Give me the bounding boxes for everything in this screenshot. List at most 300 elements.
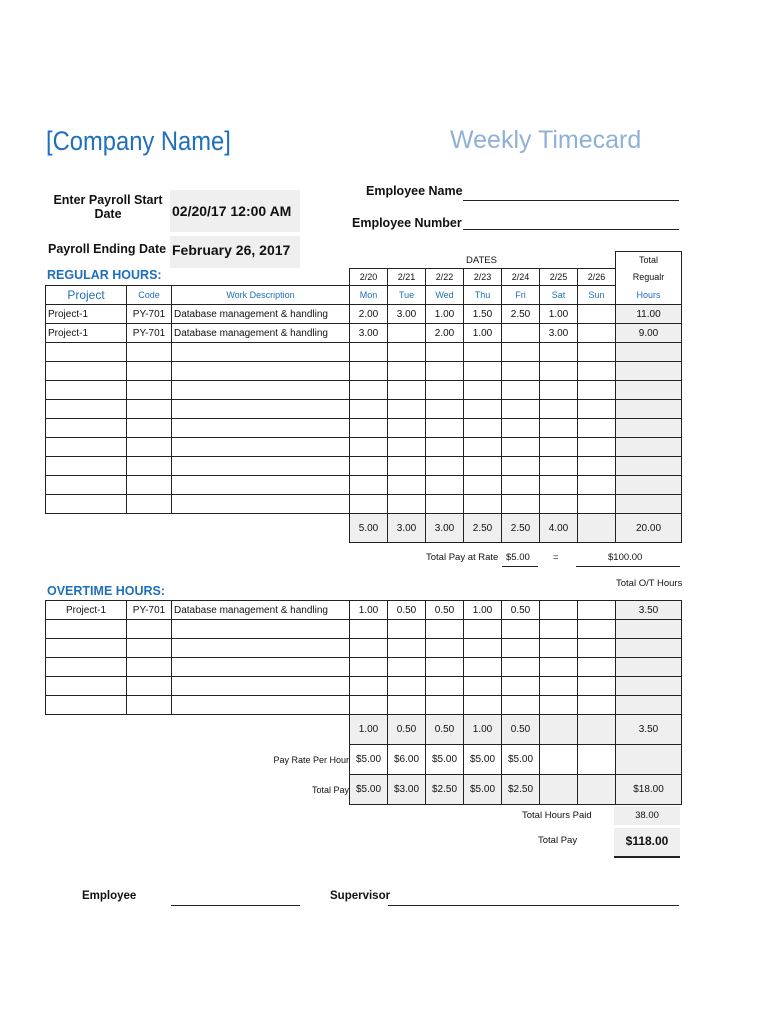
- supervisor-signature-line[interactable]: [388, 905, 679, 906]
- hours-cell[interactable]: [502, 362, 540, 381]
- project-cell[interactable]: [46, 457, 127, 476]
- hours-cell[interactable]: [350, 438, 388, 457]
- project-cell[interactable]: [46, 639, 127, 658]
- total-header-bottom: Hours: [616, 286, 682, 305]
- hours-cell[interactable]: [578, 639, 616, 658]
- supervisor-signature-label: Supervisor: [330, 890, 391, 902]
- date-header: 2/20: [350, 269, 388, 286]
- project-cell[interactable]: Project-1: [46, 324, 127, 343]
- hours-cell[interactable]: [578, 305, 616, 324]
- date-header: 2/22: [426, 269, 464, 286]
- ot-day-total-cell: [540, 715, 578, 745]
- code-cell[interactable]: [127, 400, 172, 419]
- project-cell[interactable]: [46, 400, 127, 419]
- ot-pay-cell: $2.50: [426, 775, 464, 805]
- ot-day-total-cell: [578, 715, 616, 745]
- hours-cell[interactable]: 0.50: [388, 601, 426, 620]
- hours-cell[interactable]: [540, 495, 578, 514]
- project-cell[interactable]: [46, 696, 127, 715]
- hours-cell[interactable]: [578, 324, 616, 343]
- hours-cell[interactable]: [540, 343, 578, 362]
- row-total-cell: [616, 381, 682, 400]
- project-cell[interactable]: Project-1: [46, 601, 127, 620]
- hours-cell[interactable]: [540, 696, 578, 715]
- table-row: [46, 658, 682, 677]
- hours-cell[interactable]: [464, 677, 502, 696]
- row-total-cell: [616, 658, 682, 677]
- hours-cell[interactable]: [502, 495, 540, 514]
- day-total-cell: 4.00: [540, 514, 578, 543]
- hours-cell[interactable]: [388, 419, 426, 438]
- hours-cell[interactable]: [502, 457, 540, 476]
- spacer-cell: [172, 252, 350, 269]
- row-total-cell: [616, 400, 682, 419]
- pay-rate-cell[interactable]: $5.00: [426, 745, 464, 775]
- hours-cell[interactable]: [388, 457, 426, 476]
- hours-cell[interactable]: [388, 438, 426, 457]
- date-header: 2/26: [578, 269, 616, 286]
- hours-cell[interactable]: 2.50: [502, 305, 540, 324]
- ot-totals-row: [46, 715, 682, 745]
- code-cell[interactable]: [127, 658, 172, 677]
- spacer-cell: [127, 775, 172, 805]
- project-cell[interactable]: [46, 381, 127, 400]
- table-row: [46, 639, 682, 658]
- hours-cell[interactable]: [426, 400, 464, 419]
- code-cell[interactable]: [127, 438, 172, 457]
- hours-cell[interactable]: [502, 620, 540, 639]
- hours-cell[interactable]: [426, 495, 464, 514]
- table-row: [46, 438, 682, 457]
- hours-cell[interactable]: [350, 362, 388, 381]
- project-cell[interactable]: [46, 476, 127, 495]
- day-header: Mon: [350, 286, 388, 305]
- document-title: Weekly Timecard: [450, 126, 642, 154]
- hours-cell[interactable]: [388, 476, 426, 495]
- hours-cell[interactable]: [578, 696, 616, 715]
- table-row: [46, 696, 682, 715]
- row-total-cell: [616, 457, 682, 476]
- spacer-cell: [350, 252, 388, 269]
- column-header-row: [46, 286, 682, 305]
- pay-rate-cell[interactable]: $5.00: [464, 745, 502, 775]
- hours-cell[interactable]: [540, 677, 578, 696]
- hours-cell[interactable]: [540, 362, 578, 381]
- description-cell[interactable]: [172, 381, 350, 400]
- hours-cell[interactable]: [426, 639, 464, 658]
- column-header-code: Code: [127, 286, 172, 305]
- row-total-cell: [616, 620, 682, 639]
- spacer-cell: [46, 269, 127, 286]
- ot-day-total-cell: 0.50: [426, 715, 464, 745]
- hours-cell[interactable]: 3.00: [350, 324, 388, 343]
- employee-name-line[interactable]: [463, 200, 679, 201]
- ot-day-total-cell: 0.50: [388, 715, 426, 745]
- hours-cell[interactable]: [540, 419, 578, 438]
- hours-cell[interactable]: [388, 696, 426, 715]
- row-total-cell: [616, 677, 682, 696]
- hours-cell[interactable]: [464, 696, 502, 715]
- project-cell[interactable]: [46, 495, 127, 514]
- total-ot-hours-label: Total O/T Hours: [616, 578, 683, 589]
- table-row: [46, 343, 682, 362]
- hours-cell[interactable]: [350, 419, 388, 438]
- hours-cell[interactable]: [350, 620, 388, 639]
- hours-cell[interactable]: 3.00: [540, 324, 578, 343]
- hours-cell[interactable]: [350, 400, 388, 419]
- row-total-cell: [616, 438, 682, 457]
- code-cell[interactable]: PY-701: [127, 305, 172, 324]
- overtime-hours-label: OVERTIME HOURS:: [47, 584, 166, 598]
- hours-cell[interactable]: [464, 400, 502, 419]
- hours-cell[interactable]: [350, 476, 388, 495]
- project-cell[interactable]: [46, 362, 127, 381]
- hours-cell[interactable]: [578, 362, 616, 381]
- row-total-cell: 3.50: [616, 601, 682, 620]
- description-cell[interactable]: [172, 620, 350, 639]
- hours-cell[interactable]: [578, 620, 616, 639]
- description-cell[interactable]: Database management & handling: [172, 305, 350, 324]
- day-header: Fri: [502, 286, 540, 305]
- hours-cell[interactable]: [578, 495, 616, 514]
- pay-rate-cell[interactable]: $5.00: [502, 745, 540, 775]
- hours-cell[interactable]: [464, 381, 502, 400]
- table-row: [46, 457, 682, 476]
- description-cell[interactable]: [172, 476, 350, 495]
- code-cell[interactable]: [127, 343, 172, 362]
- hours-cell[interactable]: [502, 381, 540, 400]
- description-cell[interactable]: [172, 658, 350, 677]
- spacer-cell: [127, 252, 172, 269]
- hours-cell[interactable]: [350, 457, 388, 476]
- table-row: [46, 677, 682, 696]
- description-cell[interactable]: Database management & handling: [172, 601, 350, 620]
- hours-cell[interactable]: [388, 324, 426, 343]
- hours-cell[interactable]: [350, 343, 388, 362]
- table-row: [46, 495, 682, 514]
- spacer-cell: [172, 514, 350, 543]
- hours-cell[interactable]: [464, 362, 502, 381]
- pay-rate-row: [46, 745, 682, 775]
- hours-cell[interactable]: [426, 362, 464, 381]
- hours-cell[interactable]: [426, 476, 464, 495]
- code-cell[interactable]: [127, 457, 172, 476]
- column-header-description: Work Description: [172, 286, 350, 305]
- hours-cell[interactable]: [540, 658, 578, 677]
- hours-cell[interactable]: 3.00: [388, 305, 426, 324]
- hours-cell[interactable]: [350, 381, 388, 400]
- pay-rate-cell[interactable]: $5.00: [350, 745, 388, 775]
- ot-day-total-cell: 1.00: [464, 715, 502, 745]
- ot-day-total-cell: 0.50: [502, 715, 540, 745]
- project-cell[interactable]: Project-1: [46, 305, 127, 324]
- hours-cell[interactable]: 1.00: [426, 305, 464, 324]
- employee-name-label: Employee Name: [366, 184, 463, 198]
- hours-cell[interactable]: [426, 696, 464, 715]
- ot-day-total-cell: 1.00: [350, 715, 388, 745]
- hours-cell[interactable]: [578, 677, 616, 696]
- description-cell[interactable]: [172, 495, 350, 514]
- project-cell[interactable]: [46, 677, 127, 696]
- hours-cell[interactable]: [464, 419, 502, 438]
- regular-hours-table: [45, 251, 682, 543]
- payroll-start-cell[interactable]: [170, 190, 300, 232]
- date-header: 2/23: [464, 269, 502, 286]
- employee-signature-label: Employee: [82, 890, 137, 902]
- spacer-cell: [172, 715, 350, 745]
- spacer-cell: [464, 252, 502, 269]
- hours-cell[interactable]: [502, 476, 540, 495]
- ot-pay-cell: $2.50: [502, 775, 540, 805]
- pay-at-rate-label: Total Pay at Rate: [426, 552, 499, 563]
- description-cell[interactable]: [172, 343, 350, 362]
- hours-cell[interactable]: [502, 343, 540, 362]
- code-cell[interactable]: [127, 696, 172, 715]
- hours-cell[interactable]: [350, 495, 388, 514]
- ot-pay-cell: [540, 775, 578, 805]
- table-row: [46, 305, 682, 324]
- hours-cell[interactable]: [426, 381, 464, 400]
- hours-cell[interactable]: [464, 438, 502, 457]
- hours-cell[interactable]: [426, 677, 464, 696]
- pay-rate-label: Pay Rate Per Hour: [273, 754, 349, 765]
- payroll-start-value: 02/20/17 12:00 AM: [172, 203, 292, 219]
- hours-cell[interactable]: [464, 639, 502, 658]
- row-total-cell: [616, 476, 682, 495]
- hours-cell[interactable]: [388, 343, 426, 362]
- project-cell[interactable]: [46, 438, 127, 457]
- description-cell[interactable]: [172, 362, 350, 381]
- description-cell[interactable]: Database management & handling: [172, 324, 350, 343]
- hours-cell[interactable]: [540, 381, 578, 400]
- hours-cell[interactable]: [464, 343, 502, 362]
- hours-cell[interactable]: [426, 343, 464, 362]
- day-header: Sun: [578, 286, 616, 305]
- dates-label: DATES: [466, 255, 497, 266]
- description-cell[interactable]: [172, 639, 350, 658]
- date-numbers-row: [46, 269, 682, 286]
- hours-cell[interactable]: [540, 400, 578, 419]
- code-cell[interactable]: PY-701: [127, 324, 172, 343]
- hours-cell[interactable]: 1.00: [464, 324, 502, 343]
- hours-cell[interactable]: [350, 639, 388, 658]
- hours-cell[interactable]: [578, 476, 616, 495]
- hours-cell[interactable]: [540, 476, 578, 495]
- spacer-cell: [616, 745, 682, 775]
- table-row: [46, 476, 682, 495]
- employee-number-label: Employee Number: [352, 216, 462, 230]
- regular-hours-label: REGULAR HOURS:: [47, 268, 162, 282]
- hours-cell[interactable]: [502, 639, 540, 658]
- project-cell[interactable]: [46, 419, 127, 438]
- equals-sign: =: [553, 552, 559, 563]
- project-cell[interactable]: [46, 658, 127, 677]
- hours-cell[interactable]: [578, 400, 616, 419]
- hours-cell[interactable]: [464, 457, 502, 476]
- code-cell[interactable]: [127, 381, 172, 400]
- hours-cell[interactable]: 0.50: [502, 601, 540, 620]
- spacer-cell: [127, 269, 172, 286]
- grand-total-cell: 20.00: [616, 514, 682, 543]
- hours-cell[interactable]: [388, 362, 426, 381]
- ot-total-pay-sum: $18.00: [616, 775, 682, 805]
- code-cell[interactable]: [127, 495, 172, 514]
- ot-grand-total-cell: 3.50: [616, 715, 682, 745]
- row-total-cell: 9.00: [616, 324, 682, 343]
- day-header: Tue: [388, 286, 426, 305]
- payroll-end-value: February 26, 2017: [172, 242, 291, 258]
- hours-cell[interactable]: [388, 658, 426, 677]
- day-total-cell: 2.50: [502, 514, 540, 543]
- hours-cell[interactable]: [388, 400, 426, 419]
- ot-pay-cell: $3.00: [388, 775, 426, 805]
- spacer-cell: [426, 252, 464, 269]
- total-pay-label: Total Pay: [538, 835, 578, 846]
- pay-rate-cell[interactable]: $6.00: [388, 745, 426, 775]
- spacer-cell: [46, 514, 127, 543]
- hours-cell[interactable]: [540, 457, 578, 476]
- hours-cell[interactable]: [350, 696, 388, 715]
- hours-cell[interactable]: [578, 343, 616, 362]
- hours-cell[interactable]: [540, 639, 578, 658]
- ot-total-pay-label: Total Pay: [311, 784, 349, 795]
- employee-signature-line[interactable]: [171, 905, 300, 906]
- spacer-cell: [127, 745, 172, 775]
- hours-cell[interactable]: [578, 381, 616, 400]
- table-row: [46, 620, 682, 639]
- hours-cell[interactable]: [502, 658, 540, 677]
- hours-cell[interactable]: [464, 476, 502, 495]
- hours-cell[interactable]: [464, 495, 502, 514]
- row-total-cell: [616, 495, 682, 514]
- hours-cell[interactable]: [578, 419, 616, 438]
- day-total-cell: 3.00: [388, 514, 426, 543]
- hours-cell[interactable]: 2.00: [426, 324, 464, 343]
- total-hours-paid-label: Total Hours Paid: [522, 810, 592, 821]
- hours-cell[interactable]: [426, 620, 464, 639]
- hours-cell[interactable]: [578, 601, 616, 620]
- hours-cell[interactable]: [350, 677, 388, 696]
- hours-cell[interactable]: [426, 438, 464, 457]
- overtime-hours-table: [45, 600, 682, 805]
- table-row: [46, 362, 682, 381]
- hours-cell[interactable]: [502, 438, 540, 457]
- hours-cell[interactable]: [388, 381, 426, 400]
- code-cell[interactable]: [127, 639, 172, 658]
- day-header: Sat: [540, 286, 578, 305]
- spacer-cell: [46, 252, 127, 269]
- regular-pay-amount: $100.00: [608, 552, 643, 563]
- code-cell[interactable]: [127, 419, 172, 438]
- hours-cell[interactable]: [388, 639, 426, 658]
- pay-rate-cell[interactable]: [578, 745, 616, 775]
- total-pay-row: [46, 775, 682, 805]
- hours-cell[interactable]: [502, 400, 540, 419]
- hours-cell[interactable]: [502, 677, 540, 696]
- hours-cell[interactable]: [540, 601, 578, 620]
- row-total-cell: [616, 419, 682, 438]
- description-cell[interactable]: [172, 419, 350, 438]
- payroll-end-label: Payroll Ending Date: [48, 242, 167, 256]
- spacer-cell: [540, 252, 578, 269]
- project-cell[interactable]: [46, 343, 127, 362]
- hours-cell[interactable]: [350, 658, 388, 677]
- hours-cell[interactable]: 2.00: [350, 305, 388, 324]
- hours-cell[interactable]: 1.00: [350, 601, 388, 620]
- day-total-cell: 2.50: [464, 514, 502, 543]
- row-total-cell: [616, 696, 682, 715]
- hours-cell[interactable]: [388, 495, 426, 514]
- hours-cell[interactable]: [502, 419, 540, 438]
- hours-cell[interactable]: [578, 438, 616, 457]
- hours-cell[interactable]: 0.50: [426, 601, 464, 620]
- description-cell[interactable]: [172, 400, 350, 419]
- pay-rate-cell[interactable]: [540, 745, 578, 775]
- date-header: 2/25: [540, 269, 578, 286]
- date-header: 2/21: [388, 269, 426, 286]
- hours-cell[interactable]: [540, 438, 578, 457]
- table-row: [46, 419, 682, 438]
- ot-pay-cell: [578, 775, 616, 805]
- hours-cell[interactable]: [578, 658, 616, 677]
- description-cell[interactable]: [172, 677, 350, 696]
- employee-number-line[interactable]: [463, 229, 679, 230]
- description-cell[interactable]: [172, 438, 350, 457]
- day-header: Thu: [464, 286, 502, 305]
- spacer-cell: [388, 252, 426, 269]
- hours-cell[interactable]: [426, 419, 464, 438]
- spacer-cell: [578, 252, 616, 269]
- row-total-cell: [616, 362, 682, 381]
- table-row: [46, 324, 682, 343]
- row-total-cell: [616, 639, 682, 658]
- hours-cell[interactable]: 1.00: [540, 305, 578, 324]
- total-pay-value: $118.00: [614, 828, 680, 858]
- hours-cell[interactable]: [502, 696, 540, 715]
- description-cell[interactable]: [172, 457, 350, 476]
- spacer-cell: [502, 252, 540, 269]
- table-row: [46, 400, 682, 419]
- hours-cell[interactable]: [388, 620, 426, 639]
- hours-cell[interactable]: 1.00: [464, 601, 502, 620]
- code-cell[interactable]: [127, 362, 172, 381]
- hours-cell[interactable]: [464, 658, 502, 677]
- pay-rate-value: $5.00: [506, 552, 530, 563]
- spacer-cell: [46, 775, 127, 805]
- hours-cell[interactable]: [464, 620, 502, 639]
- code-cell[interactable]: [127, 476, 172, 495]
- hours-cell[interactable]: [578, 457, 616, 476]
- code-cell[interactable]: [127, 677, 172, 696]
- hours-cell[interactable]: [426, 457, 464, 476]
- table-row: [46, 601, 682, 620]
- ot-pay-cell: $5.00: [464, 775, 502, 805]
- total-header-top: Total: [616, 252, 682, 269]
- spacer-cell: [127, 514, 172, 543]
- row-total-cell: 11.00: [616, 305, 682, 324]
- hours-cell[interactable]: [388, 677, 426, 696]
- day-total-cell: 5.00: [350, 514, 388, 543]
- code-cell[interactable]: PY-701: [127, 601, 172, 620]
- hours-cell[interactable]: [540, 620, 578, 639]
- code-cell[interactable]: [127, 620, 172, 639]
- hours-cell[interactable]: 1.50: [464, 305, 502, 324]
- description-cell[interactable]: [172, 696, 350, 715]
- total-hours-paid-value: 38.00: [614, 806, 680, 825]
- hours-cell[interactable]: [502, 324, 540, 343]
- project-cell[interactable]: [46, 620, 127, 639]
- hours-cell[interactable]: [426, 658, 464, 677]
